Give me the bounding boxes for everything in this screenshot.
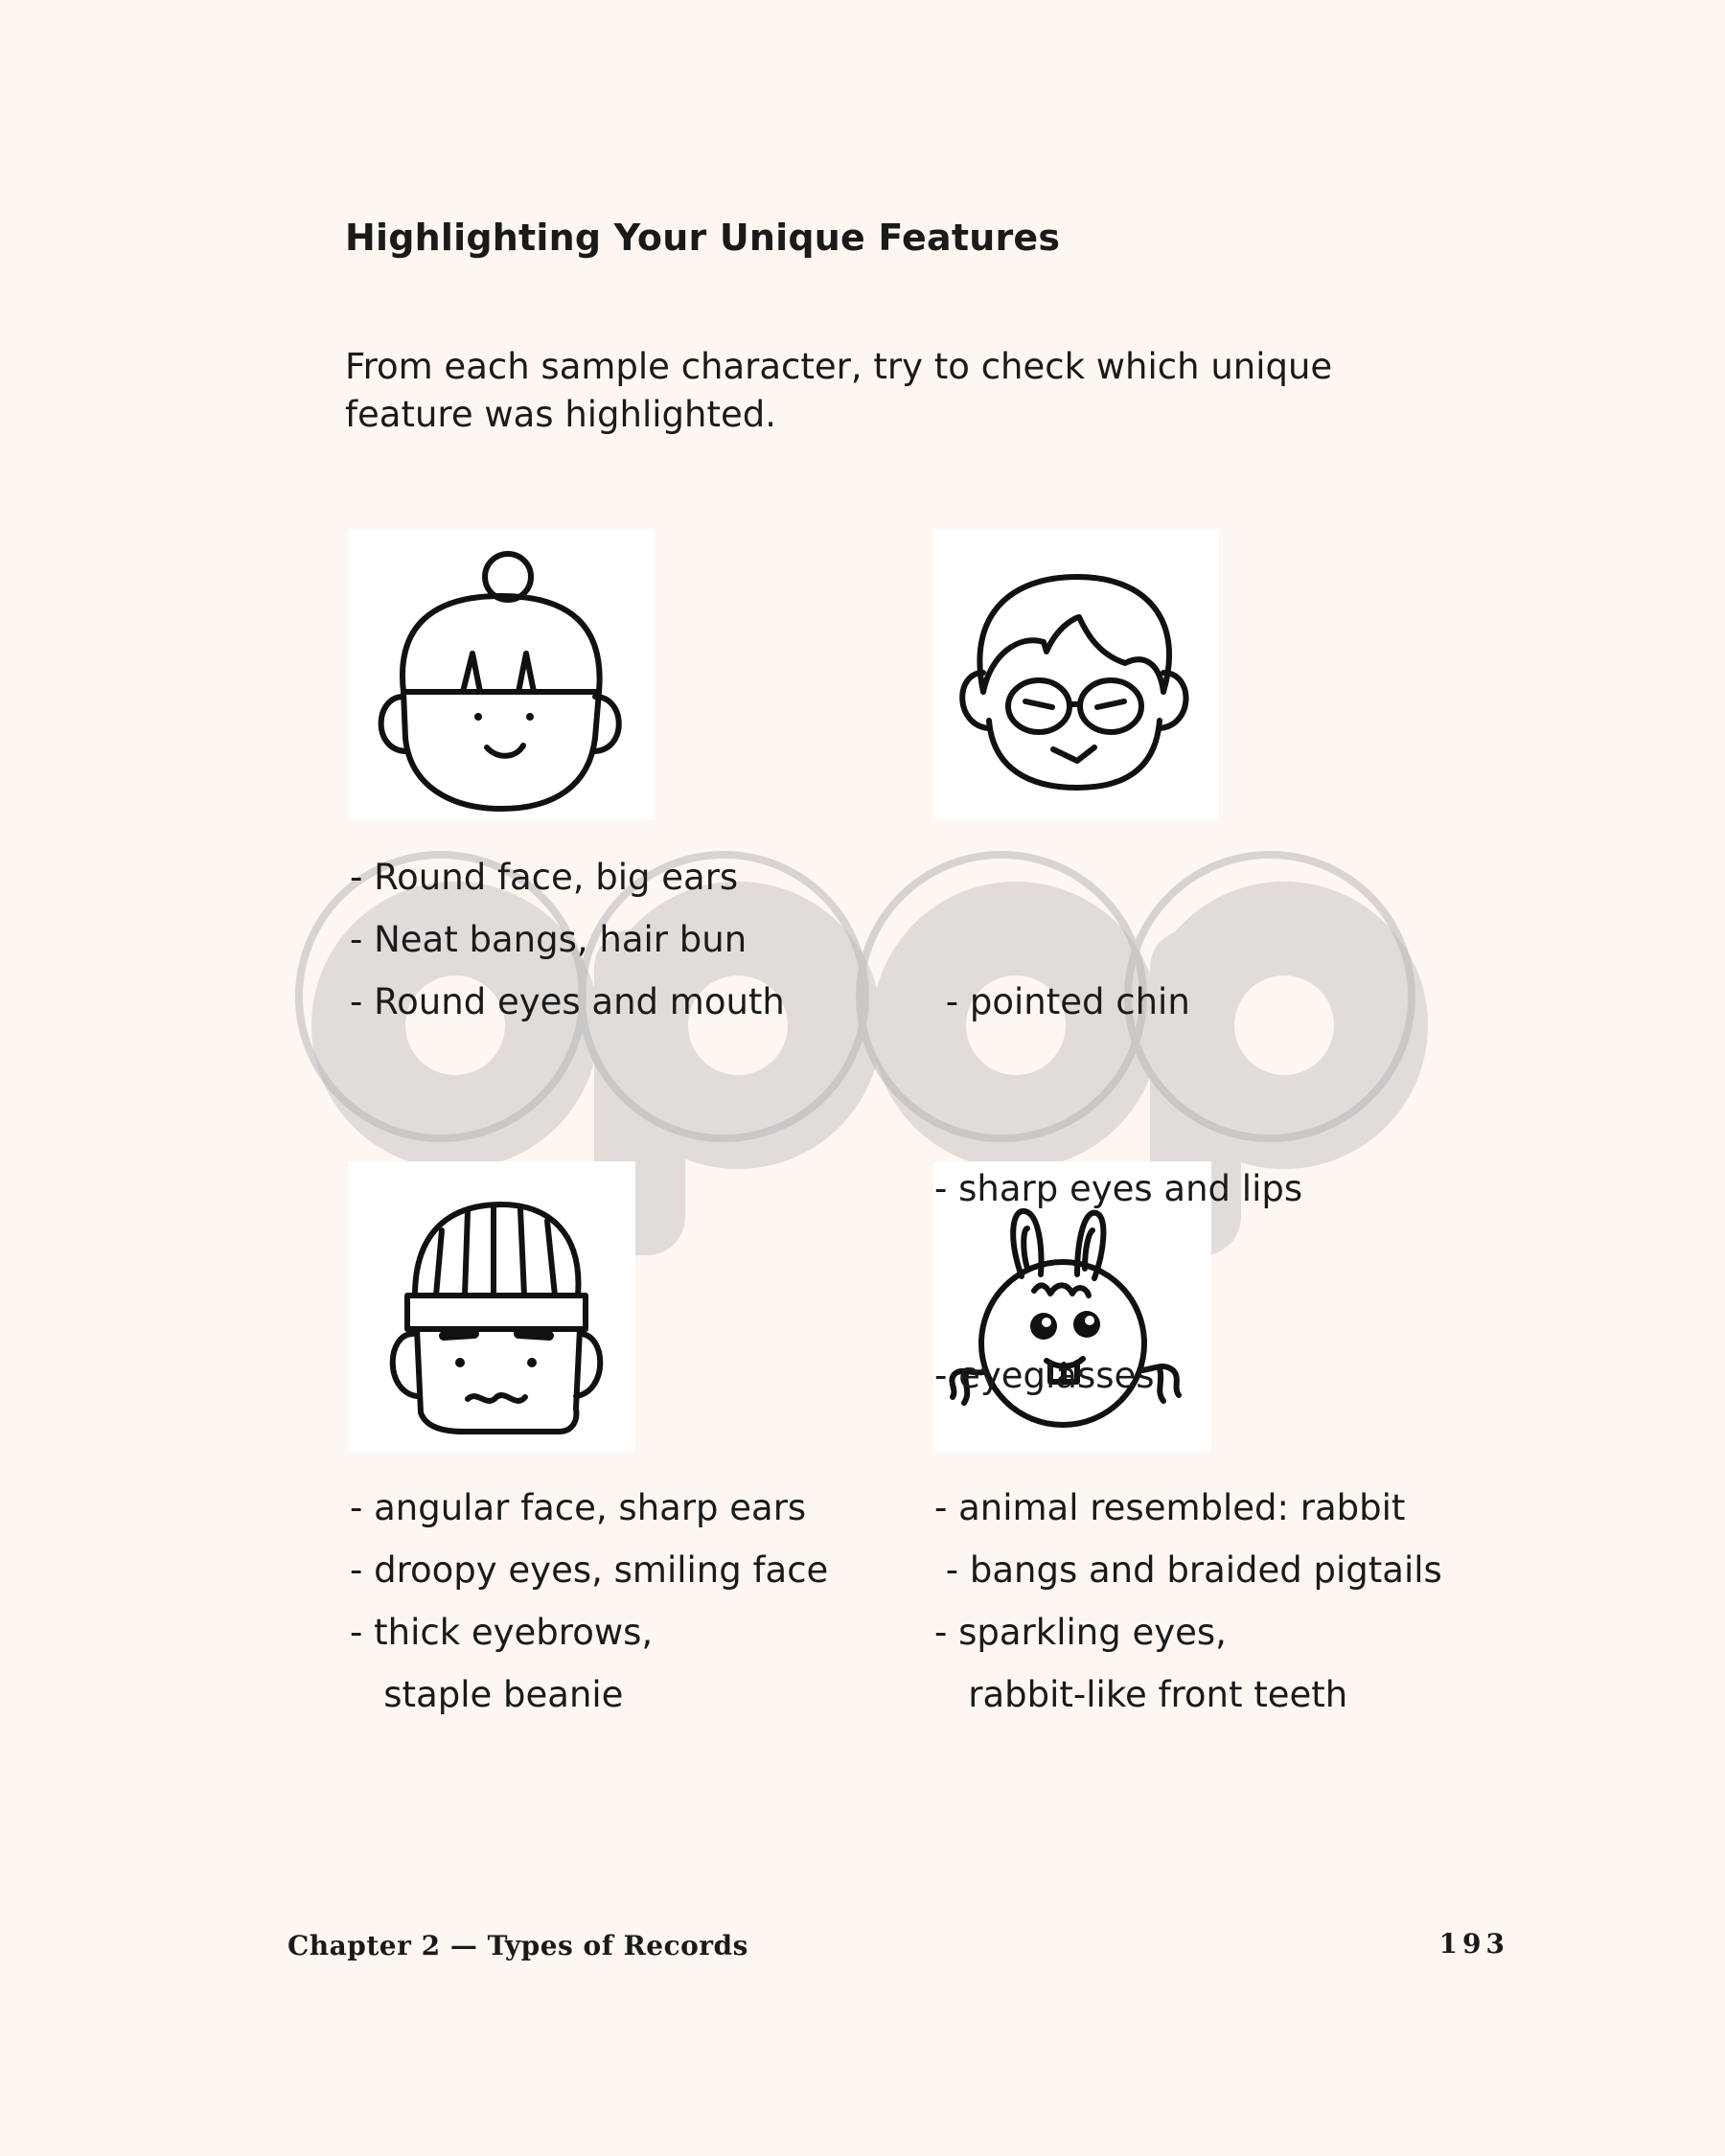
list-item: - sharp eyes and lips (934, 1168, 1303, 1209)
list-item: - eyeglasses (934, 1355, 1155, 1396)
list-item: - animal resembled: rabbit (934, 1487, 1406, 1528)
list-item: rabbit-like front teeth (934, 1674, 1348, 1715)
feature-list-beanie (350, 1477, 828, 1726)
list-item: - sparkling eyes, (934, 1612, 1227, 1653)
list-item: - Round face, big ears (350, 857, 739, 898)
character-card-beanie (348, 1161, 635, 1453)
feature-list-rabbit (934, 1477, 1442, 1726)
beanie-boy-illustration (348, 1161, 635, 1453)
list-item: - Round eyes and mouth (350, 981, 785, 1022)
page-number: 193 (1438, 1928, 1509, 1960)
feature-list-bun (350, 846, 785, 1033)
character-card-glasses (933, 529, 1219, 820)
list-item: staple beanie (350, 1674, 624, 1715)
footer-chapter-title: Chapter 2 — Types of Records (288, 1930, 748, 1961)
list-item: - bangs and braided pigtails (934, 1549, 1442, 1591)
section-title: Highlighting Your Unique Features (345, 217, 1061, 259)
list-item: - thick eyebrows, (350, 1612, 654, 1653)
list-item: - pointed chin (934, 981, 1190, 1022)
list-item: - angular face, sharp ears (350, 1487, 807, 1528)
character-card-bun (348, 529, 655, 820)
feature-list-glasses (934, 846, 1302, 1531)
list-item: - Neat bangs, hair bun (350, 919, 748, 960)
intro-paragraph: From each sample character, try to check which unique feature was highlighted. (345, 346, 1333, 435)
list-item: - droopy eyes, smiling face (350, 1549, 829, 1591)
glasses-boy-illustration (933, 529, 1219, 820)
bun-girl-illustration (348, 529, 655, 820)
